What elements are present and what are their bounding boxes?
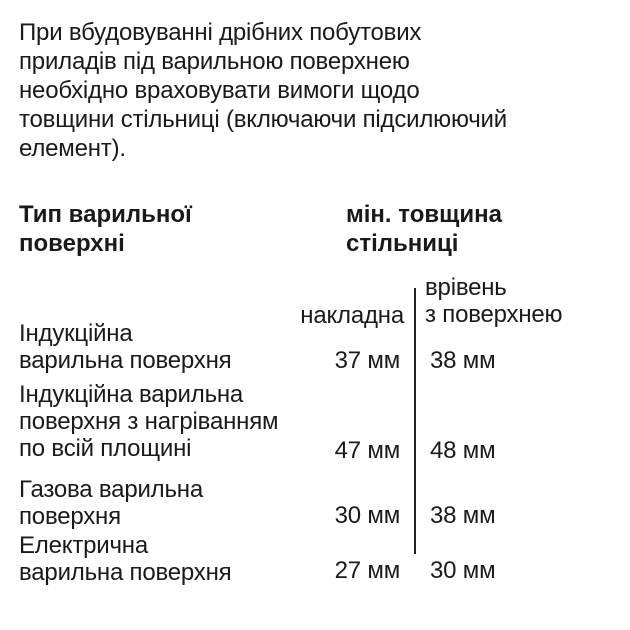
cell-flush: 48 мм (430, 437, 496, 464)
cell-overlay: 47 мм (334, 437, 400, 464)
intro-line: елемент). (19, 135, 126, 162)
table-row-name: Газова варильна поверхня (19, 476, 203, 530)
header-type: Тип варильної поверхні (19, 201, 192, 257)
intro-line: товщини стільниці (включаючи підсилюючий (19, 106, 507, 133)
table-row-name: Індукційна варильна поверхня з нагріванням по всій площині (19, 381, 279, 462)
intro-line: приладів під варильною поверхнею (19, 48, 410, 75)
column-divider (414, 288, 416, 554)
intro-line: При вбудовуванні дрібних побутових (19, 19, 422, 46)
cell-overlay: 30 мм (334, 502, 400, 529)
cell-overlay: 37 мм (334, 347, 400, 374)
subheader-flush: врівень з поверхнею (425, 274, 563, 328)
header-thickness: мін. товщина стільниці (346, 201, 502, 257)
cell-overlay: 27 мм (334, 557, 400, 584)
table-row-name: Індукційна варильна поверхня (19, 320, 232, 374)
cell-flush: 30 мм (430, 557, 496, 584)
intro-line: необхідно враховувати вимоги щодо (19, 77, 420, 104)
table-row-name: Електрична варильна поверхня (19, 532, 232, 586)
cell-flush: 38 мм (430, 502, 496, 529)
subheader-overlay: накладна (300, 302, 404, 329)
intro-paragraph (19, 18, 619, 163)
cell-flush: 38 мм (430, 347, 496, 374)
